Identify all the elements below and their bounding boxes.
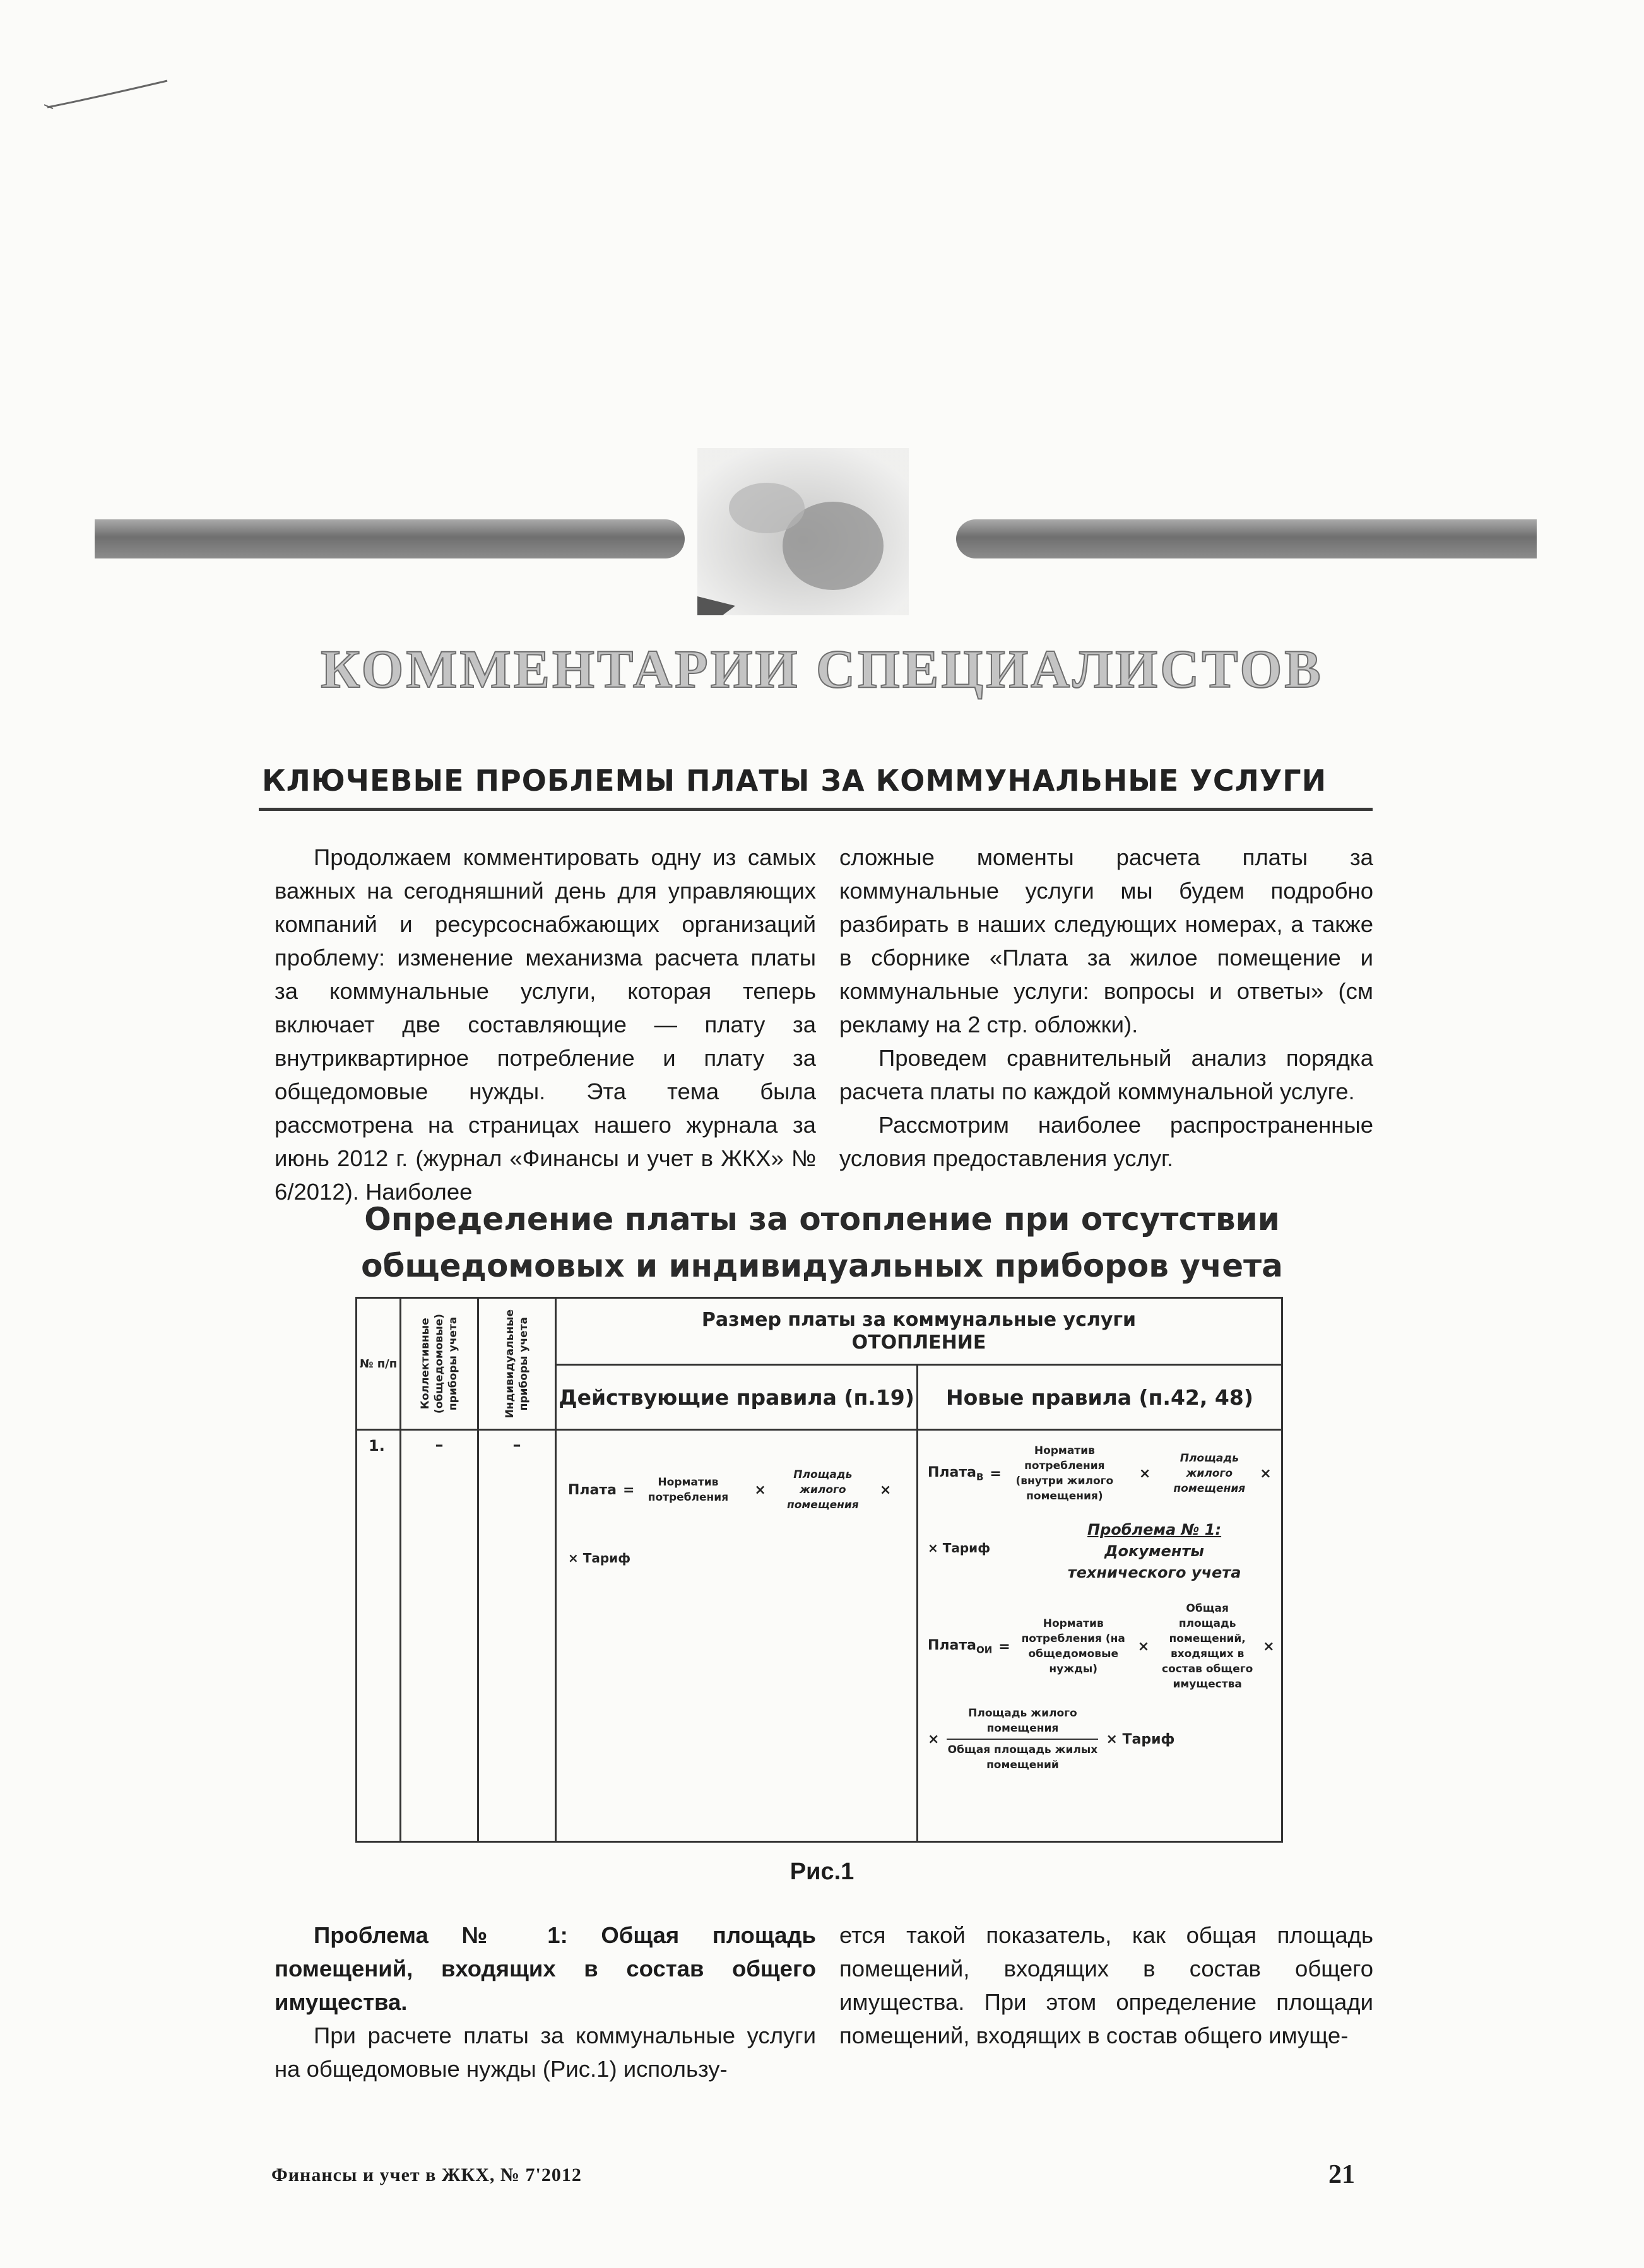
article-title: КЛЮЧЕВЫЕ ПРОБЛЕМЫ ПЛАТЫ ЗА КОММУНАЛЬНЫЕ УСЛУГИ [262,764,1327,798]
pen-mark [44,63,170,114]
formula-new-fraction: × $\frac{\text{Площадь жилого помещения}}{\text{Общая площадь жилых помещений}}$ × Тариф [928,1707,1175,1771]
formula-new-common: Плата$_{ОИ}$ = Норматив потребления (на общедомовые нужды) × Общая площадь помещений, входящих в состав общего имущества × [928,1602,1275,1691]
row-number: 1. [357,1430,401,1842]
cell-new-formula [918,1430,1282,1842]
cell-collective: – [401,1430,478,1842]
formula-new-tariff: × Тариф [928,1540,991,1556]
figure-caption: Рис.1 [789,1858,855,1885]
title-rule [259,808,1373,811]
header-new-rules: Новые правила (п.42, 48) [918,1365,1282,1430]
paragraph: При расчете платы за коммунальные услуги на общедомовые нужды (Рис.1) использу- [275,2023,816,2082]
text-column-right-lower [839,1918,1373,2052]
figure-title-line: Определение платы за отопление при отсутствии [364,1201,1280,1237]
formula-current-tariff: × Тариф [568,1550,631,1566]
header-bar-right [956,519,1537,558]
cell-current-formula [556,1430,918,1842]
header-collective-meters: Коллективные (общедомовые) приборы учета [401,1298,478,1430]
heating-fee-table [355,1297,1283,1843]
text-column-right [839,841,1373,1175]
paragraph: Рассмотрим наиболее распространенные условия предоставления услуг. [839,1112,1373,1171]
header-photo [697,448,909,615]
paragraph: ется такой показатель, как общая площадь помещений, входящих в состав общего имущества. При этом определение площади помещений, входящих в состав общего имуще- [839,1922,1373,2048]
formula-new-internal: Плата$_В$ = Норматив потребления (внутри жилого помещения) × Площадь жилого помещения × [928,1444,1272,1503]
paragraph: Продолжаем комментировать одну из самых важных на сегодняшний день для управляющих компаний и ресурсоснабжающих организаций проблему: изменение механизма расчета платы за коммунальные услуги, которая теперь включает две составляющие — плату за внутриквартирное потребление и плату за общедомовые нужды. Эта тема была рассмотрена на страницах нашего журнала за июнь 2012 г. (журнал «Финансы и учет в ЖКХ» № 6/2012). Наиболее [275,844,816,1205]
page-number: 21 [1328,2160,1355,2189]
formula-current: Плата = Норматив потребления × Площадь жилого помещения × [568,1468,892,1511]
footer-journal: Финансы и учет в ЖКХ, № 7'2012 [271,2165,582,2185]
section-title: КОММЕНТАРИИ СПЕЦИАЛИСТОВ [321,639,1323,699]
header-bar-left [95,519,685,558]
figure-title [0,1196,1644,1289]
figure-title-line: общедомовых и индивидуальных приборов учета [361,1248,1283,1284]
header-fee-size: Размер платы за коммунальные услуги ОТОПЛЕНИЕ [556,1298,1282,1365]
header-number: № п/п [357,1298,401,1430]
text-column-left [275,841,816,1208]
header-individual-meters: Индивидуальные приборы учета [478,1298,556,1430]
problem-heading: Проблема № 1: Общая площадь помещений, входящих в состав общего имущества. [275,1922,816,2015]
header-current-rules: Действующие правила (п.19) [556,1365,918,1430]
paragraph: сложные моменты расчета платы за коммунальные услуги мы будем подробно разбирать в наших следующих номерах, а также в сборнике «Плата за жилое помещение и коммунальные услуги: вопросы и ответы» (см рекламу на 2 стр. обложки). [839,844,1373,1037]
paragraph: Проведем сравнительный анализ порядка расчета платы по каждой коммунальной услуге. [839,1045,1373,1104]
problem-label: Проблема № 1: Документы технического учета [1067,1521,1241,1581]
text-column-left-lower [275,1918,816,2086]
cell-individual: – [478,1430,556,1842]
